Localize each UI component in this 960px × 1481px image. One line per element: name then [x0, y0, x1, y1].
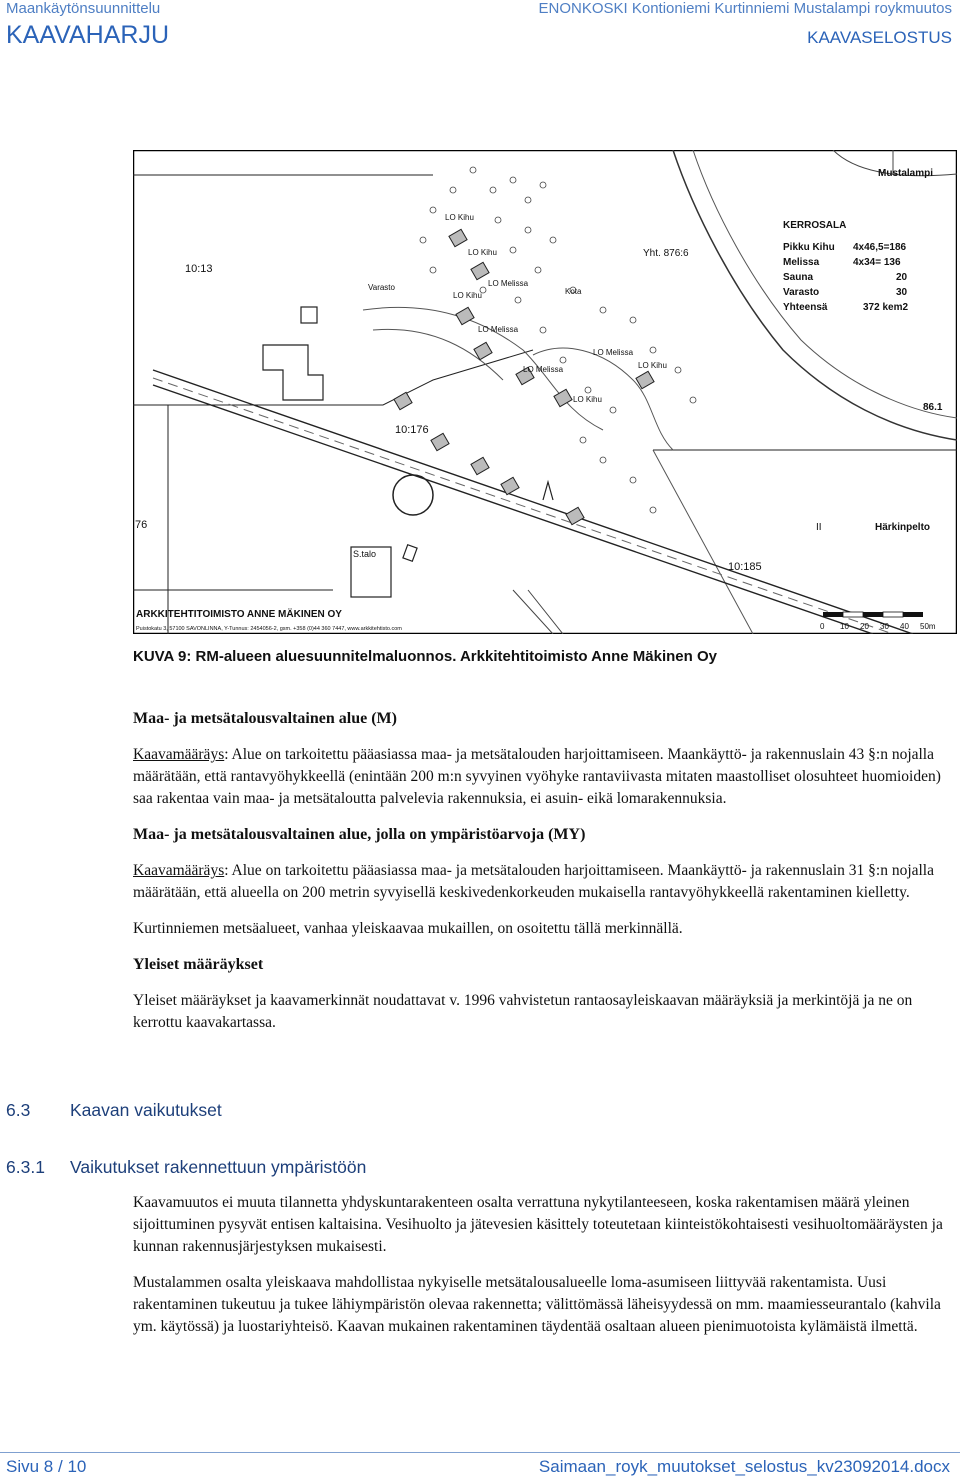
label-stalo: S.talo [353, 549, 377, 559]
header-right [539, 0, 952, 48]
label-10176: 10:176 [395, 424, 429, 436]
lot-label: LO Kihu [453, 291, 482, 300]
label-861: 86.1 [923, 402, 943, 413]
table-calc: 20 [896, 272, 908, 283]
heading-m-area: Maa- ja metsätalousvaltainen alue (M) [133, 710, 397, 727]
heading-general-rules: Yleiset määräykset [133, 956, 264, 973]
table-name: Sauna [783, 272, 814, 283]
table-name: Melissa [783, 257, 820, 268]
paragraph-m-area [133, 744, 956, 810]
header-project: ENONKOSKI Kontioniemi Kurtinniemi Mustalampi roykmuutos [538, 0, 952, 17]
page-number: 8 [43, 1457, 54, 1476]
paragraph-general-rules: Yleiset määräykset ja kaavamerkinnät noudattavat v. 1996 vahvistetun rantaosayleiskaavan määräyksiä ja merkintöjä ja ne on kerrottu kaavakartassa. [133, 992, 913, 1031]
label-harkinpelto: Härkinpelto [875, 522, 931, 533]
scale-tick: 20 [860, 622, 869, 631]
footer-divider [0, 1452, 960, 1453]
section-heading-6-3-1 [6, 1157, 366, 1178]
header-department: Maankäytönsuunnittelu [6, 0, 161, 17]
page-label: Sivu [6, 1457, 44, 1476]
lot-label: LO Melissa [478, 325, 519, 334]
table-calc: 372 kem2 [863, 302, 909, 313]
header-doc-type: KAAVASELOSTUS [807, 28, 952, 47]
scale-tick: 10 [840, 622, 849, 631]
section-title: Vaikutukset rakennettuun ympäristöön [70, 1157, 367, 1177]
lot-label: LO Melissa [593, 348, 634, 357]
label-kota: Kota [565, 287, 582, 296]
label-76: 76 [135, 519, 148, 531]
paragraph-m-text: : Alue on tarkoitettu pääasiassa maa- ja metsätalouden harjoittamiseen. Maankäyttö- ja rakennuslain 43 §:n nojalla määrätään, että rantavyöhykkeellä (enintään 200 m:n syvyinen vyöhyke rantaviivasta mitaten maastolliset olosuhteet huomioiden) saa rakentaa vain maa- ja metsätaloutta palvelevia rakennuksia, ei asuin- eikä lomarakennuksia. [133, 746, 941, 807]
heading-my-area: Maa- ja metsätalousvaltainen alue, jolla on ympäristöarvoja (MY) [133, 826, 586, 843]
paragraph-impact-1: Kaavamuutos ei muuta tilannetta yhdyskuntarakenteen osalta verrattuna nykytilanteeseen, koska rakentamisen määrä yleinen sijoittuminen pysyvät entisen kaltaisina. Vesihuolto ja jätevesien käsittely toteutetaan kiinteistökohtaisesti vesihuoltomääräysten ja kunnan rakennusjärjestyksen mukaisesti. [133, 1194, 943, 1255]
section-title: Kaavan vaikutukset [70, 1100, 222, 1120]
label-ii: II [816, 522, 822, 533]
lot-label: LO Kihu [445, 213, 474, 222]
label-yht: Yht. 876:6 [643, 248, 689, 259]
table-calc: 4x34= 136 [853, 257, 901, 268]
footer-filename: Saimaan_royk_muutokset_selostus_kv23092014.docx [538, 1457, 950, 1476]
label-1013: 10:13 [185, 263, 213, 275]
paragraph-impact-2: Mustalammen osalta yleiskaava mahdollistaa nykyiselle metsätalousalueelle loma-asumiseen liittyvää rakentamista. Uusi rakentaminen tukeutuu ja tukee lähiympäristön olevaa rakennetta; välittömässä läheisyydessä on mm. maamiesseurantalo (kahvila ym. käytössä) ja luostariyhteisö. Kaavan mukainen rakentaminen täydentää osaltaan alueen pienimuotoista kylämäistä ilmettä. [133, 1274, 941, 1335]
scale-tick: 0 [820, 622, 825, 631]
table-calc: 30 [896, 287, 908, 298]
kaavamaarays-term: Kaavamääräys [133, 746, 225, 763]
section-number: 6.3.1 [6, 1157, 45, 1177]
lot-label: LO Kihu [573, 395, 602, 404]
lot-label: LO Kihu [468, 248, 497, 257]
page-indicator [6, 1457, 86, 1477]
kaavamaarays-term: Kaavamääräys [133, 862, 225, 879]
page-total: 10 [67, 1457, 87, 1476]
office-name: ARKKITEHTITOIMISTO ANNE MÄKINEN OY [136, 609, 342, 620]
label-kerrosala: KERROSALA [783, 220, 847, 231]
label-varasto: Varasto [368, 283, 395, 292]
scale-tick: 40 [900, 622, 909, 631]
office-address: Puistokatu 3, 57100 SAVONLINNA, Y-Tunnus: 2454056-2, gsm. +358 (0)44 360 7447, www.arkkitehtisto.com [136, 626, 402, 632]
figure-caption: KUVA 9: RM-alueen aluesuunnitelmaluonnos. Arkkitehtitoimisto Anne Mäkinen Oy [133, 648, 717, 665]
header-company: KAAVAHARJU [6, 21, 170, 49]
site-plan-map [133, 150, 957, 634]
paragraph-my-area [133, 860, 956, 904]
label-mustalampi: Mustalampi [878, 168, 934, 179]
paragraph-my-text: : Alue on tarkoitettu pääasiassa maa- ja metsätalouden harjoittamiseen. Maankäyttö- ja rakennuslain 31 §:n nojalla määrätään, että alueella on 200 metrin syvyisellä keskivedenkorkeuden mukaisella rantavyöhykkeellä rakentaminen kielletty. [133, 862, 934, 901]
lot-label: LO Kihu [638, 361, 667, 370]
table-name: Pikku Kihu [783, 242, 835, 253]
scale-tick: 30 [880, 622, 889, 631]
paragraph-kurtinniemi: Kurtinniemen metsäalueet, vanhaa yleiskaavaa mukaillen, on osoitettu tällä merkinnällä. [133, 920, 683, 937]
page-separator: / [53, 1457, 68, 1476]
table-calc: 4x46,5=186 [853, 242, 907, 253]
lot-label: LO Melissa [488, 279, 529, 288]
header-left [6, 0, 169, 50]
section-number: 6.3 [6, 1100, 31, 1120]
table-name: Yhteensä [783, 302, 828, 313]
label-10185: 10:185 [728, 561, 762, 573]
impact-content [133, 1192, 956, 1338]
table-name: Varasto [783, 287, 820, 298]
scale-tick: 50m [920, 622, 936, 631]
section-heading-6-3 [6, 1100, 222, 1121]
main-content [133, 708, 956, 1034]
lot-label: LO Melissa [523, 365, 564, 374]
